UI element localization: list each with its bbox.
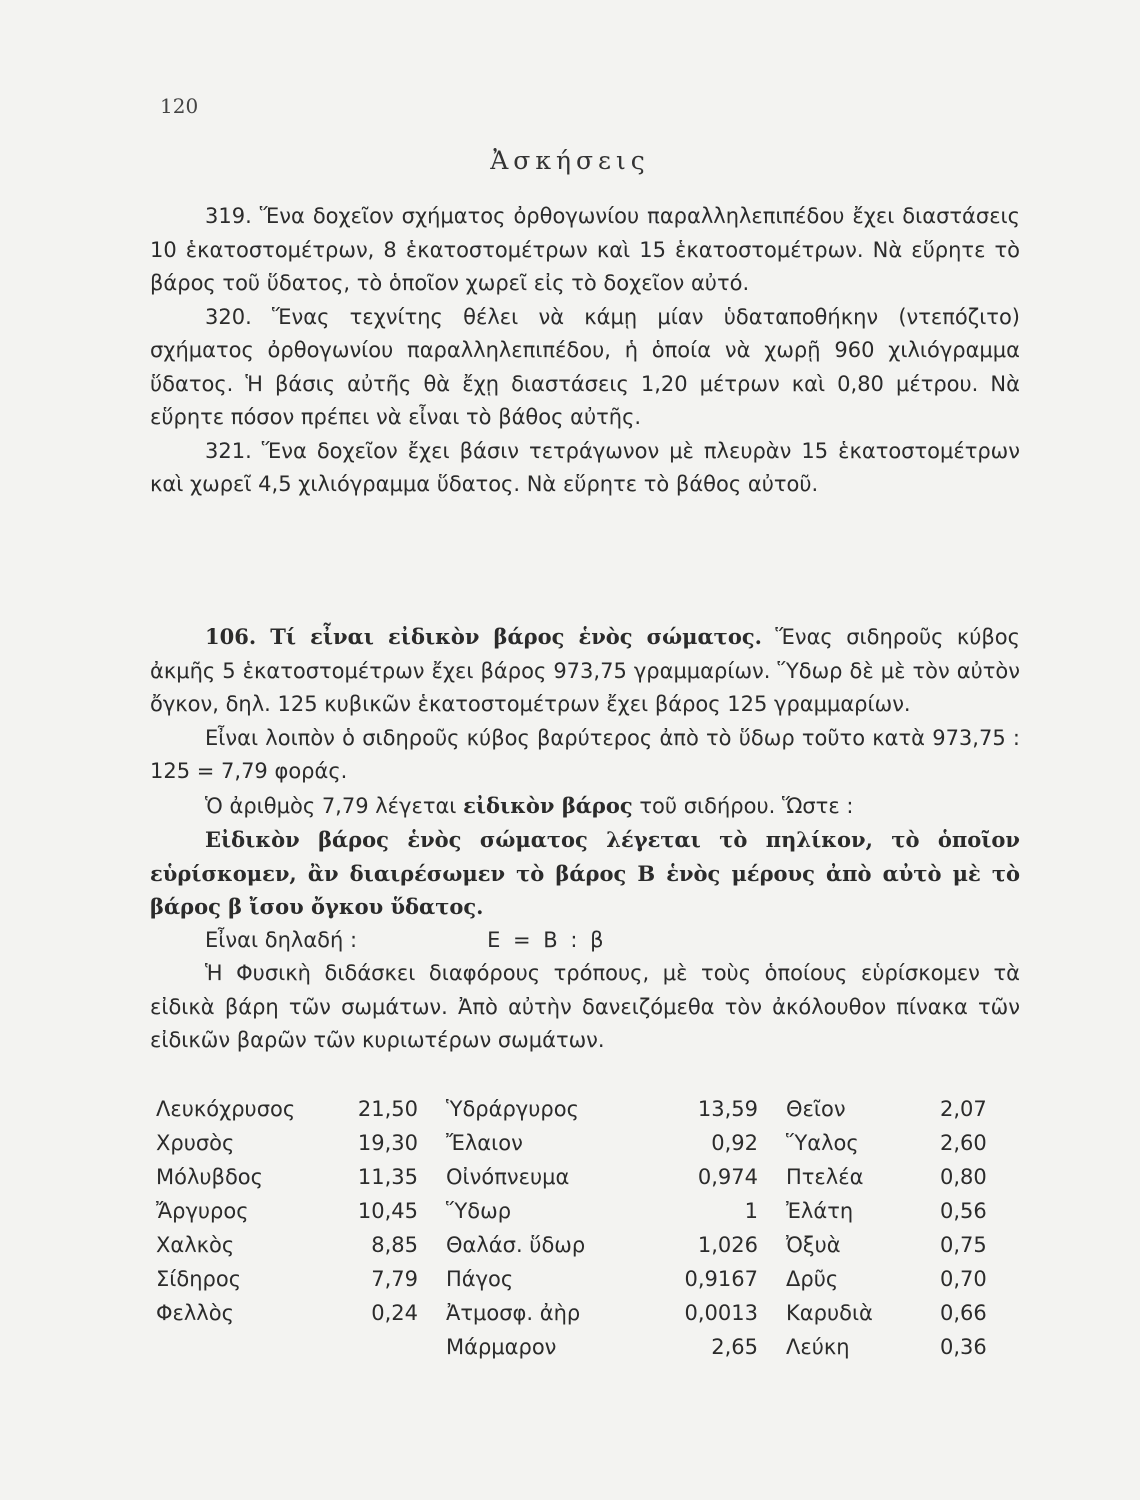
specific-gravity-value: 11,35 — [357, 1165, 418, 1189]
specific-gravity-value: 0,66 — [940, 1301, 987, 1325]
substance-name: Ἔλαιον — [446, 1131, 523, 1155]
term-paragraph — [150, 789, 1020, 824]
table-row — [150, 1160, 1020, 1194]
substance-name: Ὀξυὰ — [786, 1233, 841, 1257]
substance-name: Μόλυβδος — [156, 1165, 263, 1189]
substance-name: Ἐλάτη — [786, 1199, 854, 1223]
section-intro-paragraph — [150, 620, 1020, 722]
substance-name: Ἄργυρος — [156, 1199, 249, 1223]
specific-gravity-value: 0,92 — [711, 1131, 758, 1155]
term-text-b: τοῦ σιδήρου. Ὥστε : — [639, 793, 854, 818]
formula-line — [150, 924, 1020, 958]
exercise-321: 321. Ἕνα δοχεῖον ἔχει βάσιν τετράγωνον μὲ πλευρὰν 15 ἑκατοστομέτρων καὶ χωρεῖ 4,5 χιλιόγραμμα ὕδατος. Νὰ εὕρητε τὸ βάθος αὐτοῦ. — [150, 438, 1020, 496]
substance-name: Πάγος — [446, 1267, 514, 1291]
formula-label: Εἶναι δηλαδή : — [205, 927, 358, 952]
substance-name: Μάρμαρον — [446, 1335, 557, 1359]
specific-gravity-value: 0,36 — [940, 1335, 987, 1359]
substance-name: Οἰνόπνευμα — [446, 1165, 570, 1189]
specific-gravity-value: 19,30 — [357, 1131, 418, 1155]
substance-name: Σίδηρος — [156, 1267, 242, 1291]
specific-gravity-value: 2,07 — [940, 1097, 987, 1121]
definition: Εἰδικὸν βάρος ἑνὸς σώματος λέγεται τὸ πηλίκον, τὸ ὁποῖον εὑρίσκομεν, ἂν διαιρέσωμεν τὸ βάρος Β ἑνὸς μέρους ἀπὸ αὐτὸ μὲ τὸ βάρος β ἴσου ὄγκου ὕδατος. — [150, 827, 1020, 919]
substance-name: Χρυσὸς — [156, 1131, 235, 1155]
substance-name: Φελλὸς — [156, 1301, 234, 1325]
specific-gravity-value: 0,70 — [940, 1267, 987, 1291]
specific-gravity-value: 21,50 — [357, 1097, 418, 1121]
specific-gravity-value: 2,60 — [940, 1131, 987, 1155]
substance-name: Ὕδωρ — [446, 1199, 512, 1223]
substance-name: Θεῖον — [786, 1097, 846, 1121]
substance-name: Λεύκη — [786, 1335, 850, 1359]
specific-gravity-value: 0,24 — [371, 1301, 418, 1325]
substance-name: Ἀτμοσφ. ἀὴρ — [446, 1301, 581, 1325]
table-row — [150, 1262, 1020, 1296]
table-row — [150, 1296, 1020, 1330]
substance-name: Θαλάσ. ὕδωρ — [446, 1233, 586, 1257]
specific-gravity-value: 0,56 — [940, 1199, 987, 1223]
specific-gravity-value: 0,0013 — [684, 1301, 758, 1325]
term-text-a: Ὁ ἀριθμὸς 7,79 λέγεται — [205, 793, 457, 818]
exercise-320: 320. Ἕνας τεχνίτης θέλει νὰ κάμῃ μίαν ὑδαταποθήκην (ντεπόζιτο) σχήματος ὀρθογωνίου παραλληλεπιπέδου, ἡ ὁποία νὰ χωρῇ 960 χιλιόγραμμα ὕδατος. Ἡ βάσις αὐτῆς θὰ ἔχῃ διαστάσεις 1,20 μέτρων καὶ 0,80 μέτρου. Νὰ εὕρητε πόσον πρέπει νὰ εἶναι τὸ βάθος αὐτῆς. — [150, 304, 1020, 429]
substance-name: Χαλκὸς — [156, 1233, 235, 1257]
specific-gravity-value: 0,9167 — [684, 1267, 758, 1291]
substance-name: Ὕαλος — [786, 1131, 859, 1155]
specific-gravity-value: 1 — [744, 1199, 758, 1223]
specific-gravity-value: 1,026 — [697, 1233, 758, 1257]
specific-gravity-table — [150, 1092, 1020, 1364]
section-intro: Ἕνας σιδηροῦς κύβος ἀκμῆς 5 ἑκατοστομέτρων ἔχει βάρος 973,75 γραμμαρίων. Ὕδωρ δὲ μὲ τὸν αὐτὸν ὄγκον, δηλ. 125 κυβικῶν ἑκατοστομέτρων ἔχει βάρος 125 γραμμαρίων. — [150, 625, 1020, 716]
substance-name: Δρῦς — [786, 1267, 839, 1291]
substance-name: Ὑδράργυρος — [446, 1097, 579, 1121]
specific-gravity-value: 2,65 — [711, 1335, 758, 1359]
table-row — [150, 1126, 1020, 1160]
exercises-block — [150, 200, 1020, 502]
ratio-paragraph: Εἶναι λοιπὸν ὁ σιδηροῦς κύβος βαρύτερος ἀπὸ τὸ ὕδωρ τοῦτο κατὰ 973,75 : 125 = 7,79 φοράς. — [150, 725, 1020, 783]
formula: Ε = Β : β — [487, 927, 607, 952]
section-title: Ἀσκήσεις — [490, 146, 650, 175]
specific-gravity-value — [330, 1330, 440, 1364]
term-bold: εἰδικὸν βάρος — [463, 792, 633, 818]
section-106 — [150, 620, 1020, 1058]
specific-gravity-value: 0,80 — [940, 1165, 987, 1189]
table-row — [150, 1194, 1020, 1228]
substance-name — [150, 1330, 330, 1364]
section-heading: 106. Τί εἶναι εἰδικὸν βάρος ἑνὸς σώματος. — [205, 624, 762, 649]
substance-name: Λευκόχρυσος — [156, 1097, 296, 1121]
table-row — [150, 1228, 1020, 1262]
specific-gravity-value: 10,45 — [357, 1199, 418, 1223]
specific-gravity-value: 0,75 — [940, 1233, 987, 1257]
specific-gravity-value: 8,85 — [371, 1233, 418, 1257]
table-row — [150, 1330, 1020, 1364]
specific-gravity-value: 7,79 — [371, 1267, 418, 1291]
substance-name: Πτελέα — [786, 1165, 864, 1189]
physics-paragraph: Ἡ Φυσικὴ διδάσκει διαφόρους τρόπους, μὲ τοὺς ὁποίους εὑρίσκομεν τὰ εἰδικὰ βάρη τῶν σωμάτων. Ἀπὸ αὐτὴν δανειζόμεθα τὸν ἀκόλουθον πίνακα τῶν εἰδικῶν βαρῶν τῶν κυριωτέρων σωμάτων. — [150, 961, 1020, 1052]
table-row — [150, 1092, 1020, 1126]
specific-gravity-value: 0,974 — [697, 1165, 758, 1189]
specific-gravity-value: 13,59 — [697, 1097, 758, 1121]
substance-name: Καρυδιὰ — [786, 1301, 873, 1325]
page-number: 120 — [160, 94, 199, 118]
exercise-319: 319. Ἕνα δοχεῖον σχήματος ὀρθογωνίου παραλληλεπιπέδου ἔχει διαστάσεις 10 ἑκατοστομέτρων, 8 ἑκατοστομέτρων καὶ 15 ἑκατοστομέτρων. Νὰ εὕρητε τὸ βάρος τοῦ ὕδατος, τὸ ὁποῖον χωρεῖ εἰς τὸ δοχεῖον αὐτό. — [150, 204, 1020, 295]
